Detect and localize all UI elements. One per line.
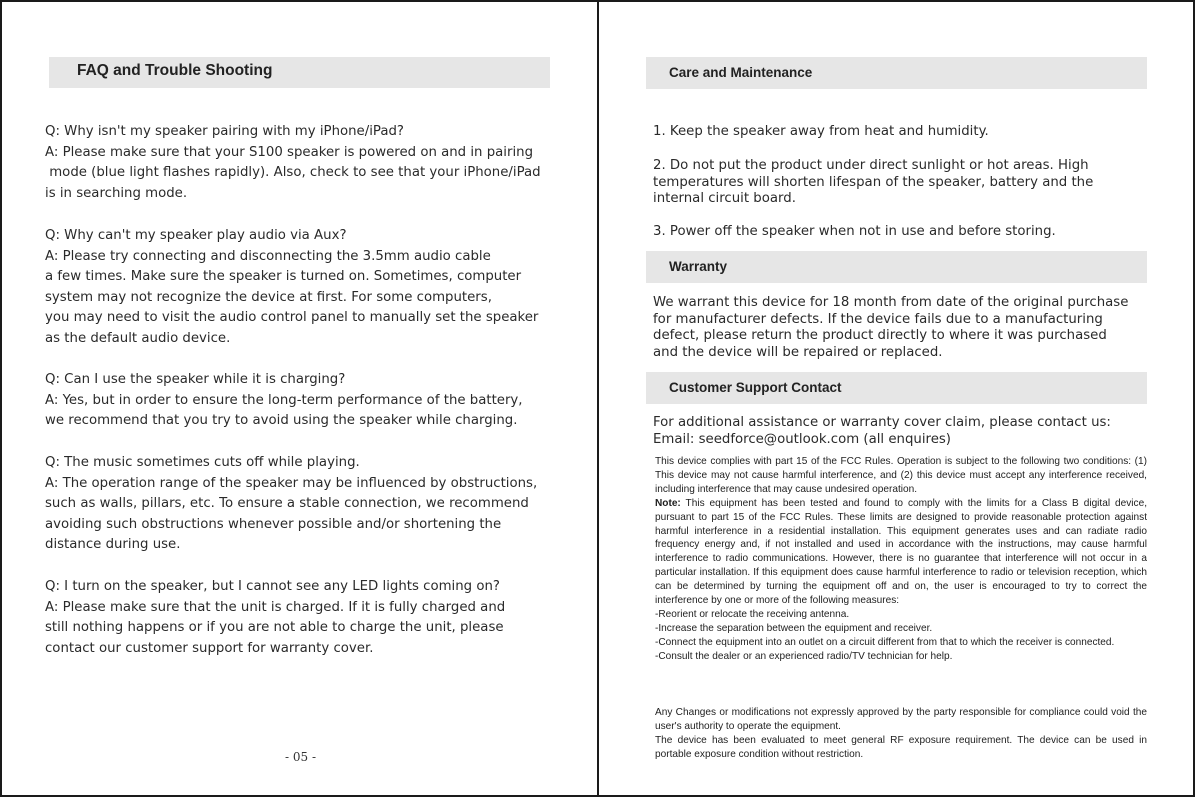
warranty-line: for manufacturer defects. If the device fails due to a manufacturing [653, 311, 1103, 327]
faq-answer-line: is in searching mode. [45, 185, 188, 201]
faq-answer-line: A: Please try connecting and disconnecting the 3.5mm audio cable [45, 248, 491, 264]
care-item-line: 3. Power off the speaker when not in use and before storing. [653, 224, 1056, 239]
warranty-line: and the device will be repaired or replaced. [653, 344, 943, 360]
faq-answer-line: you may need to visit the audio control panel to manually set the speaker [45, 310, 539, 326]
fcc-note [655, 497, 1147, 608]
faq-answer-line: contact our customer support for warranty cover. [45, 640, 374, 656]
faq-question: Q: Why isn't my speaker pairing with my iPhone/iPad? [45, 124, 404, 139]
faq-item [45, 370, 559, 432]
warranty-line: We warrant this device for 18 month from date of the original purchase [653, 295, 1129, 310]
warranty-text [653, 295, 1163, 361]
care-item [653, 124, 1163, 141]
fcc-measure: -Increase the separation between the equipment and receiver. [655, 622, 933, 634]
faq-question: Q: The music sometimes cuts off while playing. [45, 455, 360, 470]
fcc-measure: -Reorient or relocate the receiving antenna. [655, 608, 850, 620]
fcc-rf-paragraph: The device has been evaluated to meet general RF exposure requirement. The device can be used in portable exposure condition without restriction. [655, 734, 1147, 760]
faq-question: Q: Can I use the speaker while it is charging? [45, 372, 346, 387]
care-item-line: temperatures will shorten lifespan of the speaker, battery and the [653, 174, 1094, 190]
faq-item [45, 577, 559, 659]
faq-item [45, 453, 559, 556]
fcc-changes-paragraph: Any Changes or modifications not expressly approved by the party responsible for compliance could void the user's authority to operate the equipment. [655, 707, 1147, 732]
faq-answer-line: distance during use. [45, 537, 181, 553]
support-text [653, 415, 1163, 448]
support-heading: Customer Support Contact [646, 372, 1147, 404]
fcc-paragraph: This device complies with part 15 of the FCC Rules. Operation is subject to the following two conditions: (1) This device may not cause harmful interference, and (2) this device must accept any interference received, including interference that may cause undesired operation. [655, 456, 1147, 495]
fcc-note-text: This equipment has been tested and found to comply with the limits for a Class B digital device, pursuant to part 15 of the FCC Rules. These limits are designed to provide reasonable protection against harmful interference in a residential installation. This equipment generates uses and can radiate radio frequency energy and, if not installed and used in accordance with the instructions, may cause harmful interference to radio communications. However, there is no guarantee that interference will not occur in a particular installation. If this equipment does cause harmful interference to radio or television reception, which can be determined by turning the equipment off and on, the user is encouraged to try to correct the interference by one or more of the following measures: [655, 497, 1147, 607]
care-heading: Care and Maintenance [646, 57, 1147, 89]
support-email-line: Email: seedforce@outlook.com (all enquires) [653, 431, 951, 447]
fcc-measure: -Connect the equipment into an outlet on a circuit different from that to which the receiver is connected. [655, 636, 1115, 648]
care-item-line: 1. Keep the speaker away from heat and humidity. [653, 124, 989, 139]
faq-answer-line: still nothing happens or if you are not able to charge the unit, please [45, 620, 504, 636]
faq-answer-line: such as walls, pillars, etc. To ensure a stable connection, we recommend [45, 496, 529, 512]
faq-answer-line: a few times. Make sure the speaker is turned on. Sometimes, computer [45, 269, 522, 285]
warranty-line: defect, please return the product directly to where it was purchased [653, 328, 1107, 343]
faq-item [45, 122, 559, 204]
faq-answer-line: A: Please make sure that the unit is charged. If it is fully charged and [45, 599, 506, 615]
fcc-statement [655, 455, 1147, 664]
faq-answer-line: avoiding such obstructions whenever possible and/or shortening the [45, 516, 502, 532]
fcc-measure: -Consult the dealer or an experienced radio/TV technician for help. [655, 650, 953, 662]
care-item-line: internal circuit board. [653, 191, 796, 206]
faq-answer-line: mode (blue light flashes rapidly). Also, check to see that your iPhone/iPad [45, 165, 541, 181]
care-item [653, 224, 1163, 241]
faq-question: Q: I turn on the speaker, but I cannot see any LED lights coming on? [45, 579, 500, 594]
care-item [653, 158, 1163, 208]
faq-question: Q: Why can't my speaker play audio via Aux? [45, 228, 347, 243]
page-number: - 05 - [285, 750, 317, 764]
warranty-heading: Warranty [646, 251, 1147, 283]
faq-answer-line: A: The operation range of the speaker may be influenced by obstructions, [45, 475, 538, 491]
faq-heading: FAQ and Trouble Shooting [49, 57, 550, 88]
faq-answer-line: A: Yes, but in order to ensure the long-term performance of the battery, [45, 392, 523, 408]
faq-answer-line: we recommend that you try to avoid using the speaker while charging. [45, 413, 518, 429]
faq-item [45, 226, 559, 350]
care-item-line: 2. Do not put the product under direct sunlight or hot areas. High [653, 158, 1089, 173]
support-line: For additional assistance or warranty cover claim, please contact us: [653, 415, 1111, 430]
faq-answer-line: A: Please make sure that your S100 speaker is powered on and in pairing [45, 144, 534, 160]
faq-answer-line: as the default audio device. [45, 330, 231, 346]
faq-answer-line: system may not recognize the device at first. For some computers, [45, 289, 492, 305]
fcc-changes [655, 706, 1147, 762]
fcc-note-label: Note: [655, 497, 681, 509]
